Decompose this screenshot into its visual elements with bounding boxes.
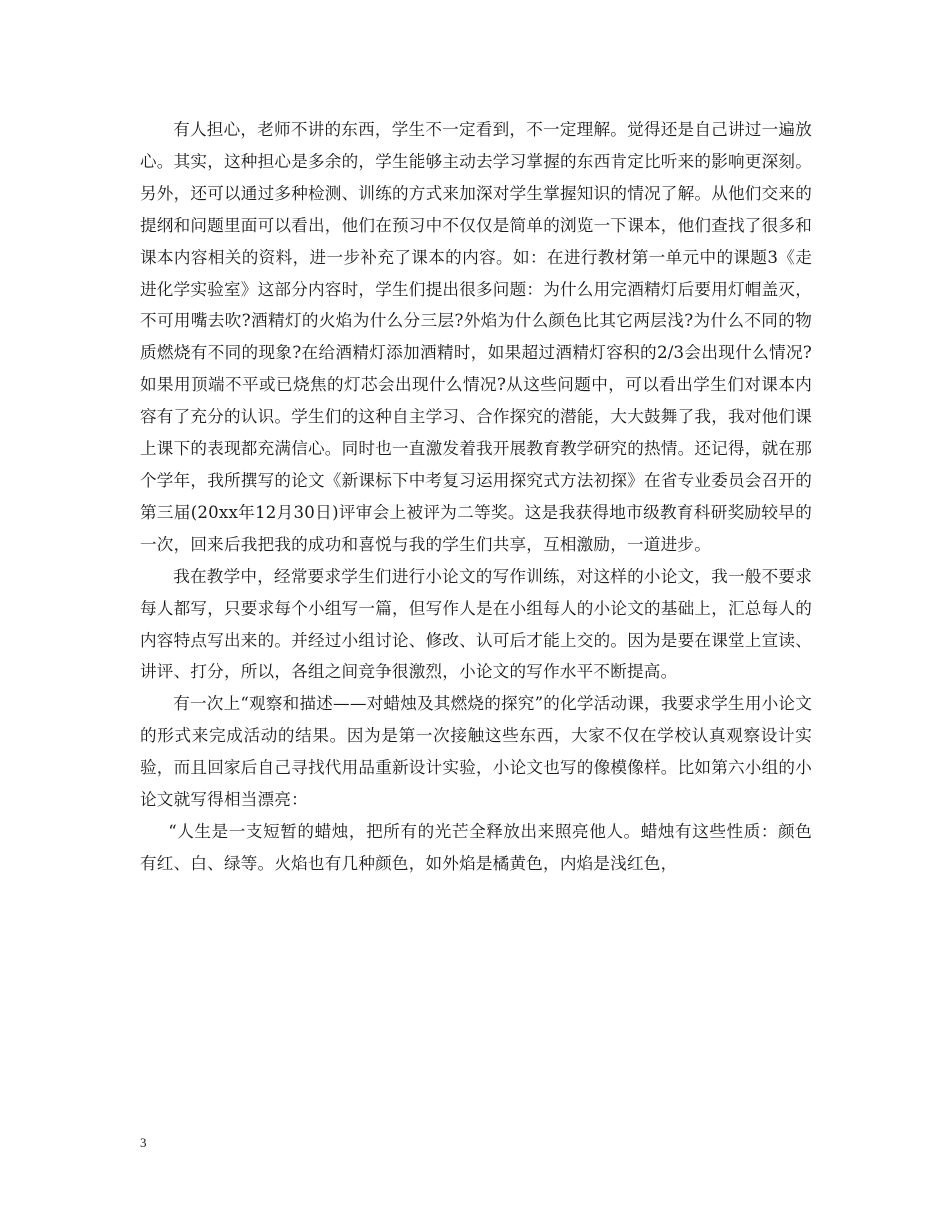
paragraph-4-quote: “人生是一支短暂的蜡烛，把所有的光芒全释放出来照亮他人。蜡烛有这些性质：颜色有红、白、绿等。火焰也有几种颜色，如外焰是橘黄色，内焰是浅红色， [140,821,812,873]
page-number: 3 [140,1135,147,1150]
paragraph-3: 有一次上“观察和描述——对蜡烛及其燃烧的探究”的化学活动课，我要求学生用小论文的形式来完成活动的结果。因为是第一次接触这些东西，大家不仅在学校认真观察设计实验，而且回家后自己寻找代用品重新设计实验，小论文也写的像模像样。比如第六小组的小论文就写得相当漂亮： [140,694,812,810]
paragraph-1: 有人担心，老师不讲的东西，学生不一定看到，不一定理解。觉得还是自己讲过一遍放心。其实，这种担心是多余的，学生能够主动去学习掌握的东西肯定比听来的影响更深刻。另外，还可以通过多种检测、训练的方式来加深对学生掌握知识的情况了解。从他们交来的提纲和问题里面可以看出，他们在预习中不仅仅是简单的浏览一下课本，他们查找了很多和课本内容相关的资料，进一步补充了课本的内容。如：在进行教材第一单元中的课题3《走进化学实验室》这部分内容时，学生们提出很多问题：为什么用完酒精灯后要用灯帽盖灭，不可用嘴去吹?酒精灯的火焰为什么分三层?外焰为什么颜色比其它两层浅?为什么不同的物质燃烧有不同的现象?在给酒精灯添加酒精时，如果超过酒精灯容积的2/3会出现什么情况?如果用顶端不平或已烧焦的灯芯会出现什么情况?从这些问题中，可以看出学生们对课本内容有了充分的认识。学生们的这种自主学习、合作探究的潜能，大大鼓舞了我，我对他们课上课下的表现都充满信心。同时也一直激发着我开展教育教学研究的热情。还记得，就在那个学年，我所撰写的论文《新课标下中考复习运用探究式方法初探》在省专业委员会召开的第三届(20xx年12月30日)评审会上被评为二等奖。这是我获得地市级教育科研奖励较早的一次，回来后我把我的成功和喜悦与我的学生们共享，互相激励，一道进步。 [140,120,812,554]
body-text [140,114,812,880]
paragraph-2: 我在教学中，经常要求学生们进行小论文的写作训练，对这样的小论文，我一般不要求每人都写，只要求每个小组写一篇，但写作人是在小组每人的小论文的基础上，汇总每人的内容特点写出来的。并经过小组讨论、修改、认可后才能上交的。因为是要在课堂上宣读、讲评、打分，所以，各组之间竞争很激烈，小论文的写作水平不断提高。 [140,566,812,682]
